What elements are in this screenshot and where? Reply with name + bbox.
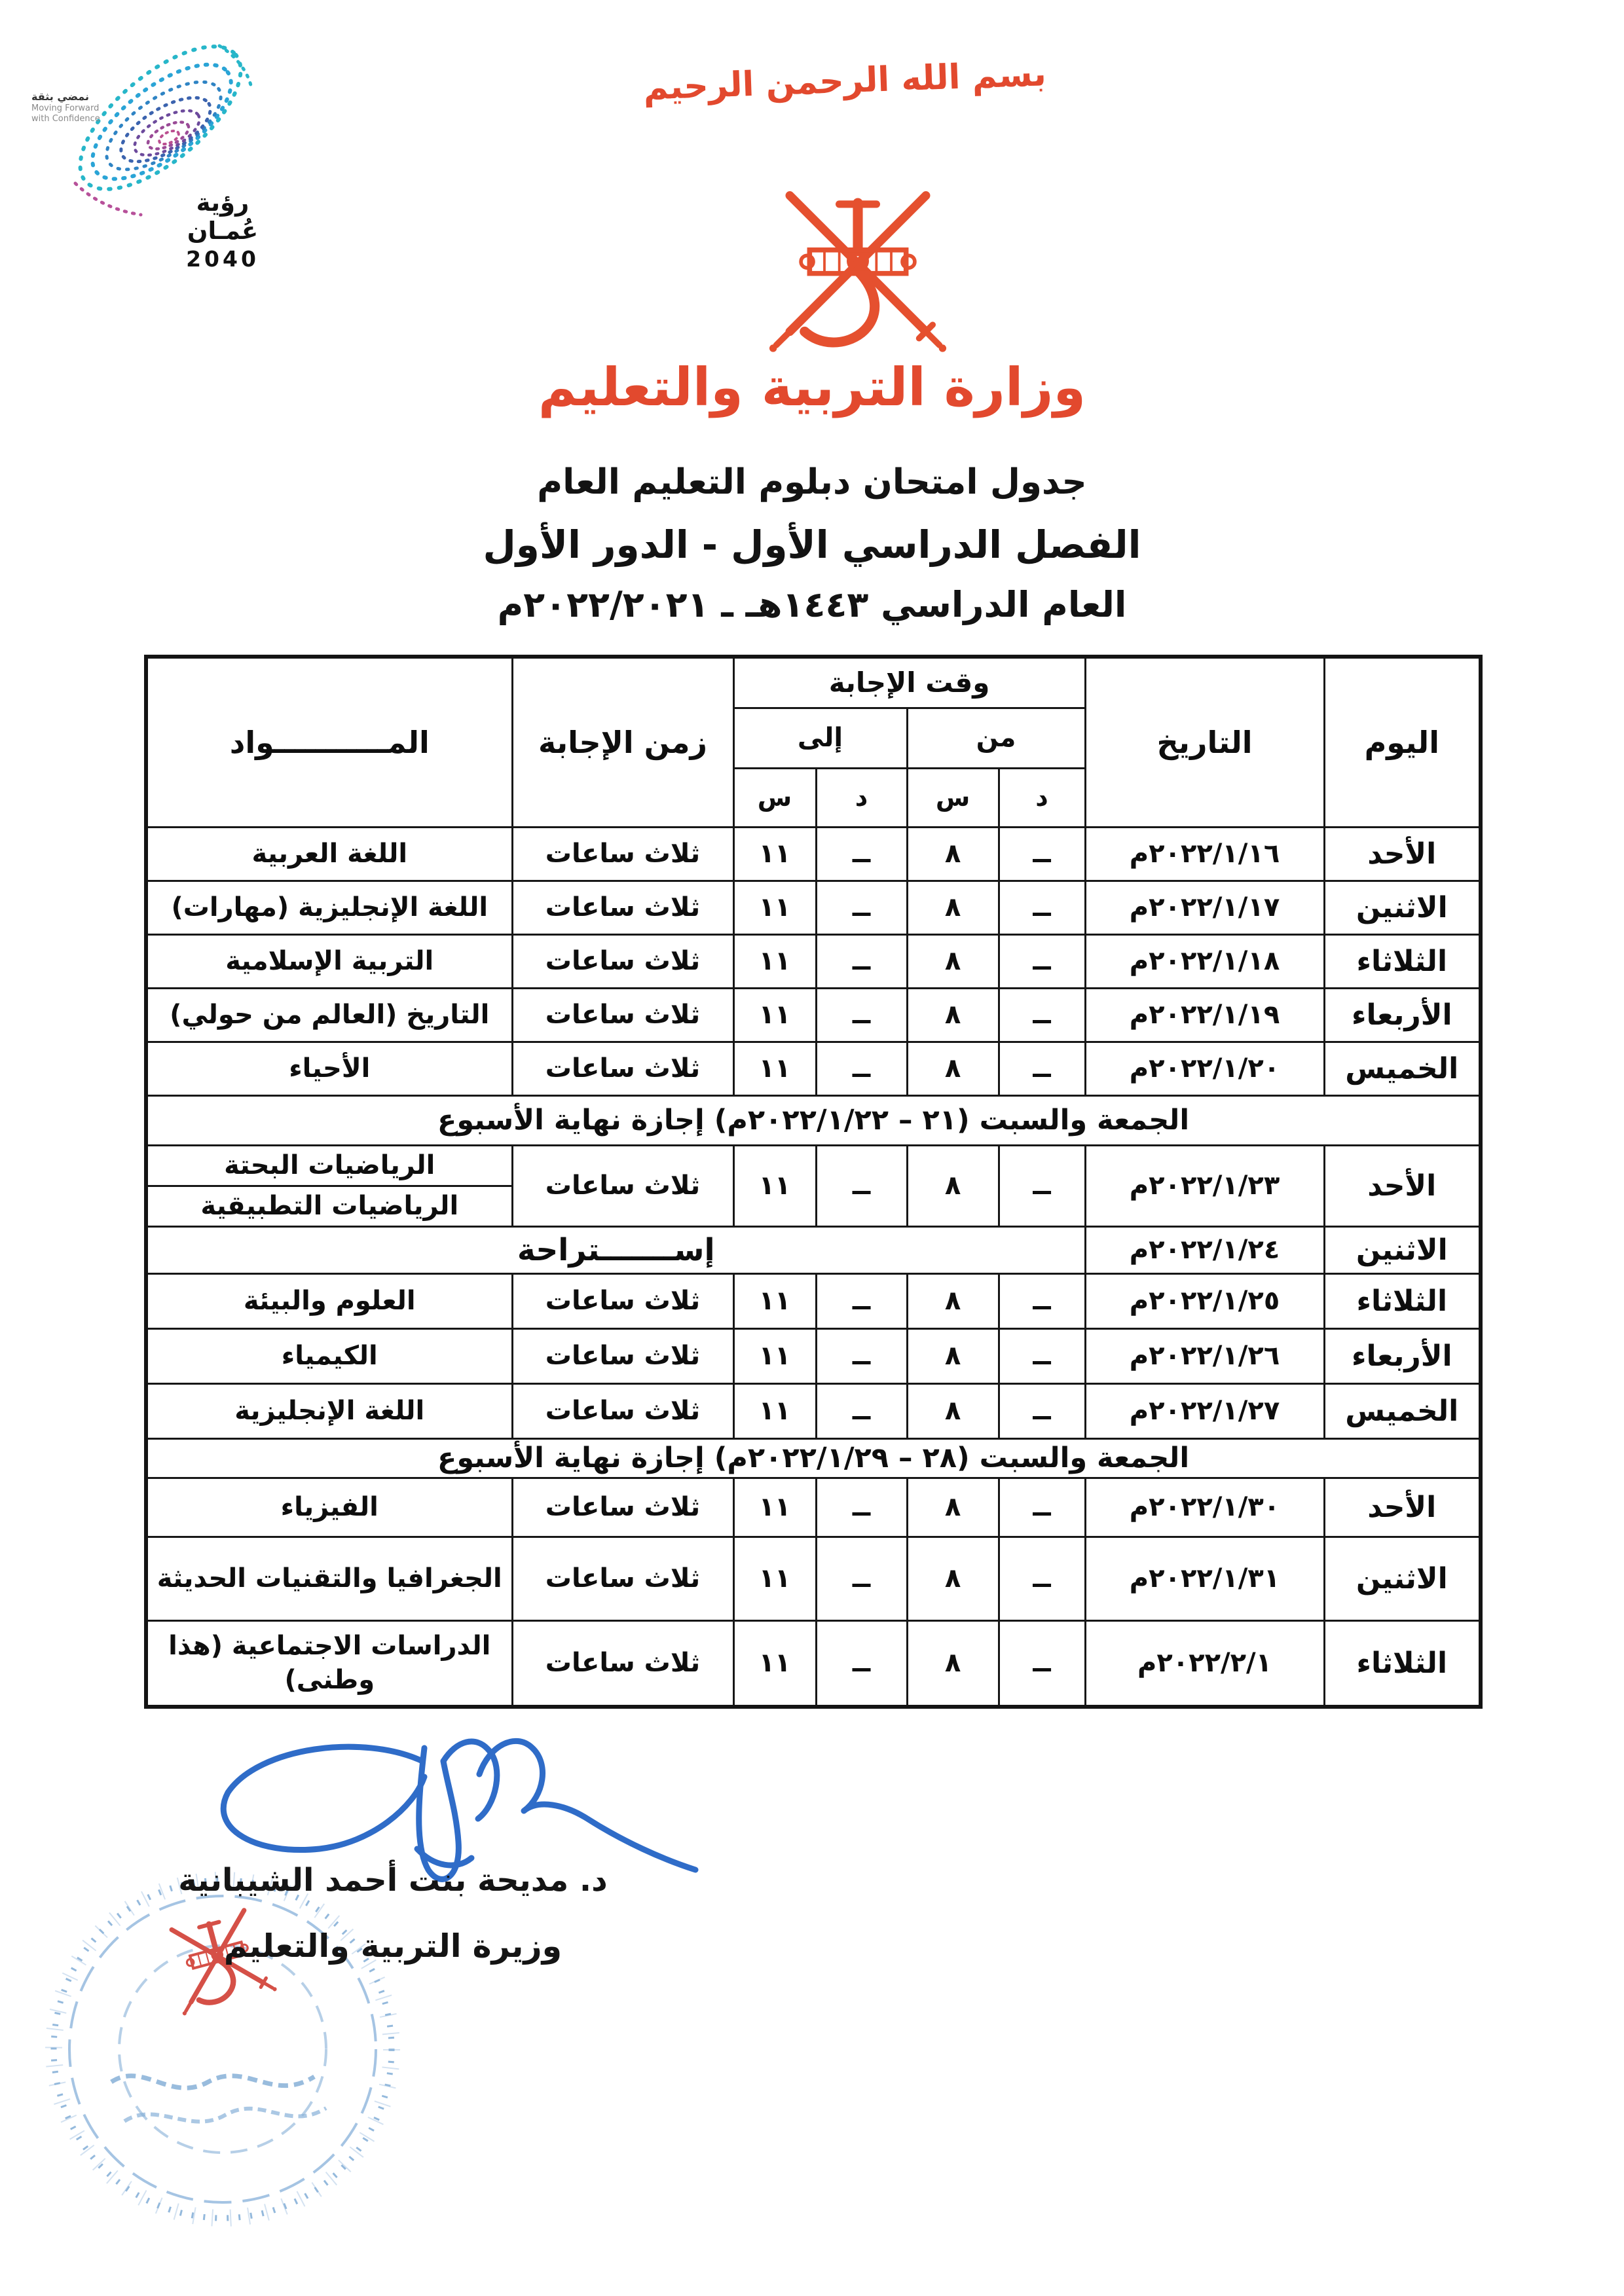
from-hour-cell: ٨ — [907, 1273, 999, 1328]
doc-title-line-2: الفصل الدراسي الأول - الدور الأول — [483, 522, 1141, 567]
weekend-banner: الجمعة والسبت (٢٨ – ٢٠٢٢/١/٢٩م) إجازة نهاية الأسبوع — [146, 1438, 1481, 1478]
exam-row — [146, 1383, 1481, 1438]
from-minute-cell: ــ — [999, 1328, 1085, 1383]
to-minute-cell: ــ — [816, 1620, 907, 1707]
col-header-subjects: المـــــــــــواد — [146, 657, 512, 827]
to-minute-cell: ــ — [816, 827, 907, 881]
from-minute-cell: ــ — [999, 1537, 1085, 1620]
day-cell: الأربعاء — [1324, 988, 1481, 1042]
col-header-from-minute: د — [999, 768, 1085, 827]
col-header-from: من — [907, 708, 1085, 768]
to-minute-cell: ــ — [816, 1273, 907, 1328]
from-hour-cell: ٨ — [907, 1383, 999, 1438]
to-minute-cell: ــ — [816, 988, 907, 1042]
table-header-row-1 — [146, 657, 1481, 708]
date-cell: ٢٠٢٢/١/١٨م — [1085, 934, 1324, 988]
from-minute-cell: ــ — [999, 1145, 1085, 1226]
minister-name: د. مديحة بنت أحمد الشيبانية — [178, 1862, 608, 1899]
duration-cell: ثلاث ساعات — [512, 1620, 733, 1707]
date-cell: ٢٠٢٢/١/٢٦م — [1085, 1328, 1324, 1383]
exam-schedule-table — [144, 655, 1483, 1709]
from-hour-cell: ٨ — [907, 1478, 999, 1537]
date-cell: ٢٠٢٢/١/٣٠م — [1085, 1478, 1324, 1537]
duration-cell: ثلاث ساعات — [512, 1145, 733, 1226]
from-hour-cell: ٨ — [907, 1537, 999, 1620]
duration-cell: ثلاث ساعات — [512, 881, 733, 934]
vision-2040-tagline — [31, 90, 136, 125]
to-hour-cell: ١١ — [733, 934, 816, 988]
date-cell: ٢٠٢٢/٢/١م — [1085, 1620, 1324, 1707]
day-cell: الاثنين — [1324, 1537, 1481, 1620]
from-minute-cell: ــ — [999, 1620, 1085, 1707]
break-row — [146, 1226, 1481, 1273]
col-header-to-hour: س — [733, 768, 816, 827]
to-minute-cell: ــ — [816, 1537, 907, 1620]
duration-cell: ثلاث ساعات — [512, 1478, 733, 1537]
col-header-answer-time: وقت الإجابة — [733, 657, 1085, 708]
weekend-row — [146, 1095, 1481, 1145]
date-cell: ٢٠٢٢/١/٢٧م — [1085, 1383, 1324, 1438]
day-cell: الأحد — [1324, 1145, 1481, 1226]
col-header-to: إلى — [733, 708, 907, 768]
exam-row — [146, 1273, 1481, 1328]
exam-row — [146, 934, 1481, 988]
to-minute-cell: ــ — [816, 1042, 907, 1095]
to-minute-cell: ــ — [816, 1145, 907, 1226]
to-minute-cell: ــ — [816, 934, 907, 988]
to-hour-cell: ١١ — [733, 827, 816, 881]
col-header-duration: زمن الإجابة — [512, 657, 733, 827]
from-minute-cell: ــ — [999, 988, 1085, 1042]
from-hour-cell: ٨ — [907, 1328, 999, 1383]
exam-row — [146, 1537, 1481, 1620]
exam-row — [146, 881, 1481, 934]
stamp-calligraphy-line — [124, 2108, 326, 2122]
from-hour-cell: ٨ — [907, 1042, 999, 1095]
date-cell: ٢٠٢٢/١/١٩م — [1085, 988, 1324, 1042]
col-header-to-minute: د — [816, 768, 907, 827]
weekend-banner: الجمعة والسبت (٢١ – ٢٠٢٢/١/٢٢م) إجازة نهاية الأسبوع — [146, 1095, 1481, 1145]
vision-2040-year: 2040 — [186, 246, 259, 272]
to-hour-cell: ١١ — [733, 1145, 816, 1226]
subject-cell: اللغة الإنجليزية (مهارات) — [146, 881, 512, 934]
subject-cell: اللغة العربية — [146, 827, 512, 881]
vision-2040-logo — [26, 13, 327, 295]
day-cell: الخميس — [1324, 1383, 1481, 1438]
exam-row — [146, 1478, 1481, 1537]
exam-row — [146, 988, 1481, 1042]
bismillah-calligraphy: بسم الله الرحمن الرحيم — [642, 54, 1047, 108]
vision-tagline-arabic: نمضي بثقة — [31, 90, 90, 103]
exam-row — [146, 827, 1481, 881]
day-cell: الاثنين — [1324, 881, 1481, 934]
from-minute-cell: ــ — [999, 1042, 1085, 1095]
vision-2040-wordmark — [157, 189, 288, 272]
doc-title-line-3: العام الدراسي ١٤٤٣هـ ـ ٢٠٢٢/٢٠٢١م — [497, 584, 1127, 625]
from-minute-cell: ــ — [999, 934, 1085, 988]
duration-cell: ثلاث ساعات — [512, 934, 733, 988]
subject-cell-applied-math: الرياضيات التطبيقية — [146, 1186, 512, 1226]
exam-row — [146, 1620, 1481, 1707]
ministry-calligraphy: وزارة التربية والتعليم — [538, 357, 1086, 418]
day-cell: الثلاثاء — [1324, 1620, 1481, 1707]
to-hour-cell: ١١ — [733, 1042, 816, 1095]
from-minute-cell: ــ — [999, 1478, 1085, 1537]
duration-cell: ثلاث ساعات — [512, 988, 733, 1042]
to-hour-cell: ١١ — [733, 1620, 816, 1707]
to-hour-cell: ١١ — [733, 1383, 816, 1438]
to-minute-cell: ــ — [816, 1478, 907, 1537]
minister-title: وزيرة التربية والتعليم — [223, 1927, 563, 1965]
col-header-date: التاريخ — [1085, 657, 1324, 827]
to-hour-cell: ١١ — [733, 1273, 816, 1328]
date-cell: ٢٠٢٢/١/٢٤م — [1085, 1226, 1324, 1273]
from-hour-cell: ٨ — [907, 881, 999, 934]
from-minute-cell: ــ — [999, 1273, 1085, 1328]
subject-cell: الدراسات الاجتماعية (هذا وطنى) — [146, 1620, 512, 1707]
subject-cell: الأحياء — [146, 1042, 512, 1095]
col-header-day: اليوم — [1324, 657, 1481, 827]
duration-cell: ثلاث ساعات — [512, 1273, 733, 1328]
day-cell: الأحد — [1324, 1478, 1481, 1537]
from-minute-cell: ــ — [999, 1383, 1085, 1438]
from-hour-cell: ٨ — [907, 988, 999, 1042]
duration-cell: ثلاث ساعات — [512, 827, 733, 881]
day-cell: الأحد — [1324, 827, 1481, 881]
subject-cell: الكيمياء — [146, 1328, 512, 1383]
vision-2040-title-ar: رؤية عُمـان — [187, 189, 259, 245]
subject-cell: الجغرافيا والتقنيات الحديثة — [146, 1537, 512, 1620]
exam-row-math — [146, 1145, 1481, 1186]
to-hour-cell: ١١ — [733, 1537, 816, 1620]
to-hour-cell: ١١ — [733, 881, 816, 934]
exam-row — [146, 1042, 1481, 1095]
date-cell: ٢٠٢٢/١/٢٣م — [1085, 1145, 1324, 1226]
vision-tagline-english-2: with Confidence — [31, 114, 100, 124]
subject-cell: التاريخ (العالم من حولي) — [146, 988, 512, 1042]
subject-cell: الفيزياء — [146, 1478, 512, 1537]
oman-national-emblem-icon — [747, 172, 969, 368]
subject-cell-pure-math: الرياضيات البحتة — [146, 1145, 512, 1186]
from-minute-cell: ــ — [999, 827, 1085, 881]
date-cell: ٢٠٢٢/١/١٦م — [1085, 827, 1324, 881]
from-hour-cell: ٨ — [907, 1620, 999, 1707]
date-cell: ٢٠٢٢/١/٢٠م — [1085, 1042, 1324, 1095]
subject-cell: التربية الإسلامية — [146, 934, 512, 988]
break-banner: إســـــــتراحة — [146, 1226, 1085, 1273]
exam-row — [146, 1328, 1481, 1383]
day-cell: الثلاثاء — [1324, 1273, 1481, 1328]
subject-cell: اللغة الإنجليزية — [146, 1383, 512, 1438]
day-cell: الأربعاء — [1324, 1328, 1481, 1383]
ministry-stamp — [33, 1846, 413, 2265]
to-hour-cell: ١١ — [733, 988, 816, 1042]
to-minute-cell: ــ — [816, 1383, 907, 1438]
day-cell: الاثنين — [1324, 1226, 1481, 1273]
doc-title-line-1: جدول امتحان دبلوم التعليم العام — [537, 462, 1087, 502]
duration-cell: ثلاث ساعات — [512, 1042, 733, 1095]
weekend-row — [146, 1438, 1481, 1478]
to-minute-cell: ــ — [816, 881, 907, 934]
date-cell: ٢٠٢٢/١/١٧م — [1085, 881, 1324, 934]
from-hour-cell: ٨ — [907, 934, 999, 988]
date-cell: ٢٠٢٢/١/٢٥م — [1085, 1273, 1324, 1328]
col-header-from-hour: س — [907, 768, 999, 827]
duration-cell: ثلاث ساعات — [512, 1328, 733, 1383]
date-cell: ٢٠٢٢/١/٣١م — [1085, 1537, 1324, 1620]
to-hour-cell: ١١ — [733, 1478, 816, 1537]
vision-tagline-english-1: Moving Forward — [31, 103, 100, 113]
from-hour-cell: ٨ — [907, 1145, 999, 1226]
duration-cell: ثلاث ساعات — [512, 1537, 733, 1620]
stamp-calligraphy-line — [111, 2076, 314, 2088]
duration-cell: ثلاث ساعات — [512, 1383, 733, 1438]
day-cell: الخميس — [1324, 1042, 1481, 1095]
from-minute-cell: ــ — [999, 881, 1085, 934]
to-hour-cell: ١١ — [733, 1328, 816, 1383]
from-hour-cell: ٨ — [907, 827, 999, 881]
day-cell: الثلاثاء — [1324, 934, 1481, 988]
subject-cell: العلوم والبيئة — [146, 1273, 512, 1328]
to-minute-cell: ــ — [816, 1328, 907, 1383]
